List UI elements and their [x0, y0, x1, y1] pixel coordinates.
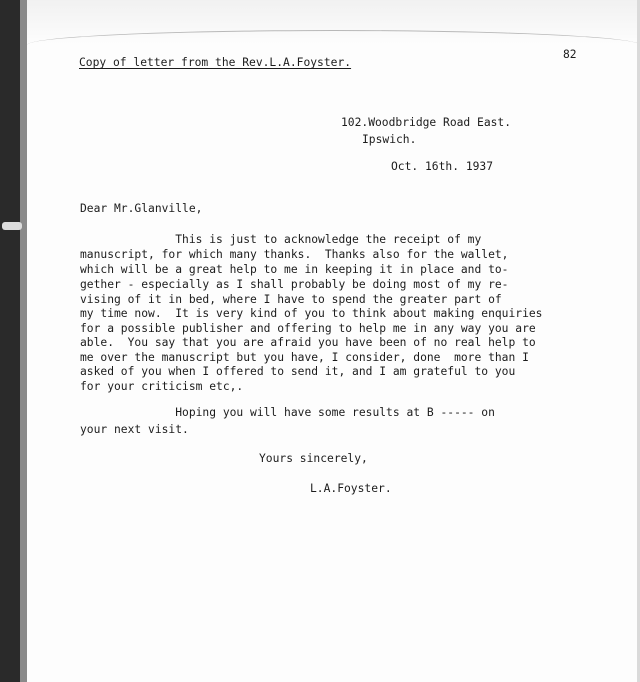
- page-number: 82: [563, 48, 577, 61]
- signoff: Yours sincerely,: [259, 452, 368, 465]
- address-line-1: 102.Woodbridge Road East.: [341, 116, 512, 129]
- closing-line: your next visit.: [80, 423, 189, 436]
- body-line: This is just to acknowledge the receipt of my: [80, 233, 482, 246]
- address-line-2: Ipswich.: [362, 133, 417, 146]
- body-line: asked of you when I offered to send it, and I am grateful to you: [80, 365, 516, 378]
- body-line: my time now. It is very kind of you to think about making enquiries: [80, 307, 543, 320]
- signature: L.A.Foyster.: [310, 482, 392, 495]
- body-line: manuscript, for which many thanks. Thanks also for the wallet,: [80, 248, 509, 261]
- body-line: me over the manuscript but you have, I consider, done more than I: [80, 351, 529, 364]
- body-line: which will be a great help to me in keeping it in place and to-: [80, 263, 509, 276]
- body-line: for a possible publisher and offering to help me in any way you are: [80, 322, 536, 335]
- closing-line: Hoping you will have some results at B ----- on: [80, 406, 495, 419]
- letter-date: Oct. 16th. 1937: [391, 160, 494, 173]
- salutation: Dear Mr.Glanville,: [80, 202, 203, 215]
- body-line: gether - especially as I shall probably be doing most of my re-: [80, 278, 509, 291]
- letter-page: [27, 0, 640, 682]
- body-line: for your criticism etc,.: [80, 380, 244, 393]
- letter-heading: Copy of letter from the Rev.L.A.Foyster.: [79, 56, 352, 69]
- binding-hole: [2, 222, 22, 230]
- body-line: able. You say that you are afraid you have been of no real help to: [80, 336, 536, 349]
- binding-edge: [20, 0, 27, 682]
- body-line: vising of it in bed, where I have to spend the greater part of: [80, 293, 502, 306]
- binding-strip: [0, 0, 26, 682]
